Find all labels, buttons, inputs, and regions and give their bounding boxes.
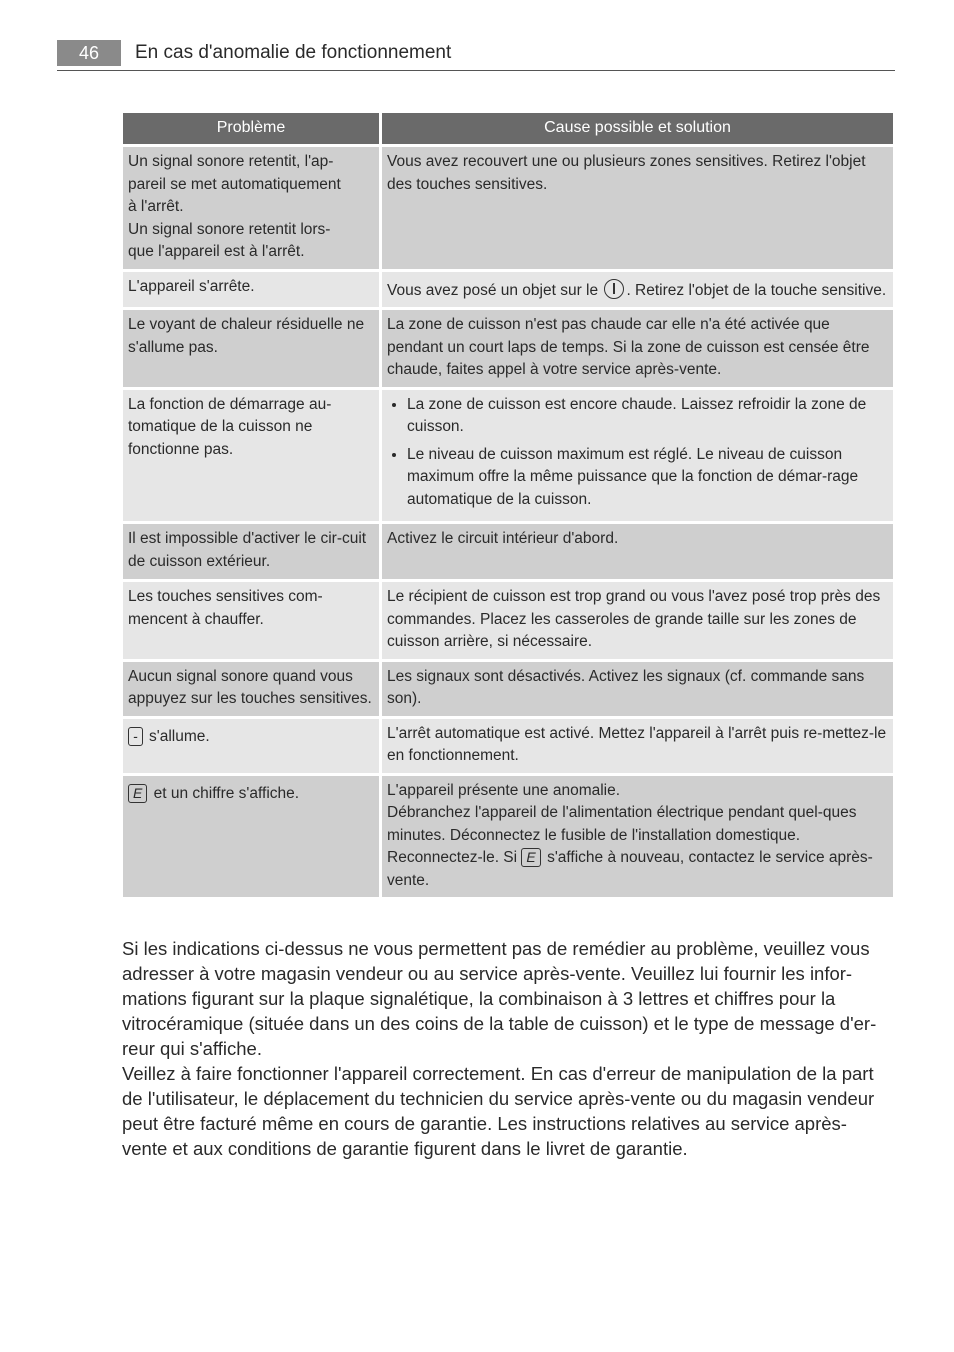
problem-cell bbox=[123, 776, 379, 898]
error-display-key: E bbox=[128, 784, 147, 803]
problem-cell: Aucun signal sonore quand vous appuyez sur les touches sensitives. bbox=[123, 662, 379, 716]
solution-bullet-list bbox=[387, 394, 888, 512]
solution-cell: Vous avez recouvert une ou plusieurs zones sensitives. Retirez l'objet des touches sensitives. bbox=[382, 147, 893, 269]
solution-cell bbox=[382, 272, 893, 308]
solution-text: Vous avez posé un objet sur le bbox=[387, 281, 599, 299]
solution-cell: Activez le circuit intérieur d'abord. bbox=[382, 524, 893, 579]
error-display-key: E bbox=[521, 848, 540, 867]
problem-cell: Le voyant de chaleur résiduelle ne s'allume pas. bbox=[123, 310, 379, 387]
power-icon bbox=[604, 279, 624, 299]
table-row bbox=[123, 524, 893, 579]
solution-cell: La zone de cuisson n'est pas chaude car elle n'a été activée que pendant un court laps de temps. Si la zone de cuisson est censée être chaude, faites appel à votre service après-vente. bbox=[382, 310, 893, 387]
table-row bbox=[123, 582, 893, 659]
solution-cell: L'arrêt automatique est activé. Mettez l'appareil à l'arrêt puis re-mettez-le en fonctionnement. bbox=[382, 719, 893, 773]
solution-cell: Le récipient de cuisson est trop grand ou vous l'avez posé trop près des commandes. Placez les casseroles de grande taille sur les zones de cuisson arrière, si nécessaire. bbox=[382, 582, 893, 659]
table-header-row bbox=[123, 113, 893, 144]
problem-text: et un chiffre s'affiche. bbox=[153, 784, 300, 802]
table-row bbox=[123, 719, 893, 773]
solution-text: L'appareil présente une anomalie. bbox=[387, 781, 621, 799]
problem-line: pareil se met automatiquement bbox=[128, 175, 341, 193]
solution-cell bbox=[382, 776, 893, 898]
column-header-solution: Cause possible et solution bbox=[382, 113, 893, 144]
section-title: En cas d'anomalie de fonctionnement bbox=[135, 42, 452, 63]
problem-cell bbox=[123, 147, 379, 269]
page-number: 46 bbox=[57, 40, 121, 66]
page-header bbox=[57, 40, 895, 71]
note-paragraph: Veillez à faire fonctionner l'appareil correctement. En cas d'erreur de manipulation de la part de l'utilisateur, le déplacement du technicien du service après-vente ou du magasin vendeur peut être facturé même en cours de garantie. Les instructions relatives au service après-vente et aux conditions de garantie figurent dans le livret de garantie. bbox=[122, 1063, 875, 1159]
table-row bbox=[123, 662, 893, 716]
problem-cell: La fonction de démarrage au-tomatique de la cuisson ne fonctionne pas. bbox=[123, 390, 379, 522]
problem-line: que l'appareil est à l'arrêt. bbox=[128, 243, 305, 260]
solution-text: . Retirez l'objet de la touche sensitive. bbox=[626, 281, 887, 299]
problem-cell: L'appareil s'arrête. bbox=[123, 272, 379, 308]
problem-cell: Il est impossible d'activer le cir-cuit de cuisson extérieur. bbox=[123, 524, 379, 579]
notes-section bbox=[122, 936, 892, 1161]
note-paragraph: Si les indications ci-dessus ne vous permettent pas de remédier au problème, veuillez vous adresser à votre magasin vendeur ou au service après-vente. Veuillez lui fournir les infor-mations figurant sur la plaque signalétique, la combinaison à 3 lettres et chiffres pour la vitrocéramique (située dans un des coins de la table de cuisson) et le type de message d'er-reur qui s'affiche. bbox=[122, 938, 877, 1059]
column-header-problem: Problème bbox=[123, 113, 379, 144]
problem-text: s'allume. bbox=[148, 727, 210, 745]
problem-cell: Les touches sensitives com-mencent à chauffer. bbox=[123, 582, 379, 659]
table-row bbox=[123, 390, 893, 522]
solution-text: s'affiche à nouveau, contactez le service après-vente. bbox=[387, 849, 873, 889]
solution-text: Débranchez l'appareil de l'alimentation électrique pendant quel-ques minutes. Déconnectez le fusible de l'installation domestique. Reconnectez-le. Si bbox=[387, 804, 857, 866]
problem-cell bbox=[123, 719, 379, 773]
solution-cell: Les signaux sont désactivés. Activez les signaux (cf. commande sans son). bbox=[382, 662, 893, 716]
table-row bbox=[123, 147, 893, 269]
troubleshooting-table bbox=[120, 110, 896, 900]
problem-line: Un signal sonore retentit, l'ap- bbox=[128, 153, 334, 170]
table-row bbox=[123, 272, 893, 308]
problem-line: Un signal sonore retentit lors- bbox=[128, 220, 331, 238]
minus-display-key: - bbox=[128, 727, 143, 746]
table-row bbox=[123, 776, 893, 898]
table-row bbox=[123, 310, 893, 387]
list-item: • La zone de cuisson est encore chaude. Laissez refroidir la zone de cuisson. bbox=[407, 394, 888, 439]
list-item: • Le niveau de cuisson maximum est réglé. Le niveau de cuisson maximum offre la même puissance que la fonction de démar-rage automatique de la cuisson. bbox=[407, 444, 888, 512]
problem-line: à l'arrêt. bbox=[128, 198, 184, 215]
solution-cell bbox=[382, 390, 893, 522]
